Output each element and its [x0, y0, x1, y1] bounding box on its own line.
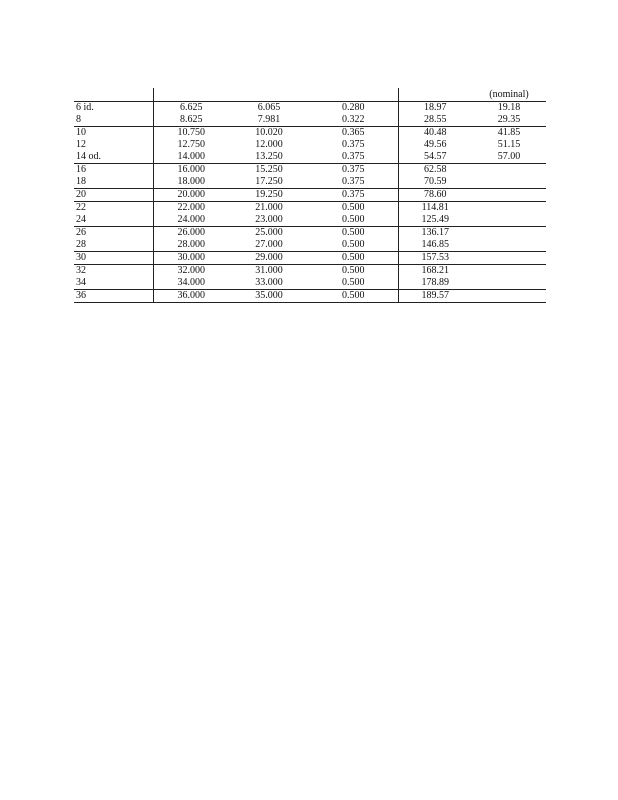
header-row: [74, 88, 546, 102]
cell-nominal-weight: [472, 265, 546, 278]
table-row: [74, 202, 546, 215]
table-row: [74, 265, 546, 278]
cell-inside-diameter: 19.250: [229, 189, 309, 202]
cell-size: 24: [76, 214, 86, 225]
cell-wall-thickness: 0.500: [309, 252, 398, 265]
cell-inside-diameter: 31.000: [229, 265, 309, 278]
cell-weight: 168.21: [398, 265, 472, 278]
cell-weight: 70.59: [398, 176, 472, 189]
cell-size: 14 od.: [76, 151, 101, 162]
cell-size: 36: [74, 290, 153, 303]
cell-wall-thickness: 0.375: [309, 164, 398, 177]
cell-inside-diameter: 13.250: [255, 151, 283, 162]
cell-wall-thickness: 0.500: [342, 277, 365, 288]
table-row: [74, 227, 546, 240]
cell-inside-diameter: 15.250: [229, 164, 309, 177]
cell-size: 26: [74, 227, 153, 240]
cell-inside-diameter: 25.000: [229, 227, 309, 240]
table-row: [74, 277, 546, 290]
cell-size: 34: [76, 277, 86, 288]
cell-nominal-weight: [472, 227, 546, 240]
table-row: [74, 290, 546, 303]
header-cell-id: [229, 88, 309, 102]
cell-weight: 28.55: [398, 114, 472, 127]
cell-outside-diameter: 30.000: [153, 252, 229, 265]
cell-size: 18: [76, 176, 86, 187]
cell-nominal-weight: 51.15: [497, 139, 521, 150]
cell-size: 22: [74, 202, 153, 215]
table-row: [74, 164, 546, 177]
cell-nominal-weight: [472, 189, 546, 202]
cell-inside-diameter: 10.020: [229, 127, 309, 140]
cell-inside-diameter: 27.000: [255, 239, 283, 250]
cell-size: 10: [74, 127, 153, 140]
cell-outside-diameter: 10.750: [153, 127, 229, 140]
cell-wall-thickness: 0.500: [309, 265, 398, 278]
cell-outside-diameter: 34.000: [153, 277, 229, 290]
cell-wall-thickness: 0.365: [309, 127, 398, 140]
cell-inside-diameter: 23.000: [255, 214, 283, 225]
cell-size: 30: [74, 252, 153, 265]
cell-wall-thickness: 0.500: [342, 214, 365, 225]
cell-inside-diameter: 6.065: [229, 102, 309, 115]
table-row: [74, 102, 546, 115]
table-row: [74, 239, 546, 252]
table-row: [74, 176, 546, 189]
cell-wall-thickness: 0.322: [342, 114, 365, 125]
cell-wall-thickness: 0.500: [309, 290, 398, 303]
cell-wall-thickness: 0.500: [342, 239, 365, 250]
table-row: [74, 151, 546, 164]
cell-outside-diameter: 26.000: [153, 227, 229, 240]
cell-nominal-weight: [472, 290, 546, 303]
cell-outside-diameter: 24.000: [153, 214, 229, 227]
cell-inside-diameter: 29.000: [229, 252, 309, 265]
cell-outside-diameter: 18.000: [153, 176, 229, 189]
cell-wall-thickness: 0.375: [342, 139, 365, 150]
cell-wall-thickness: 0.280: [309, 102, 398, 115]
header-cell-nominal: (nominal): [489, 88, 529, 100]
cell-nominal-weight: 57.00: [497, 151, 521, 162]
cell-inside-diameter: 35.000: [229, 290, 309, 303]
header-cell-od: [153, 88, 229, 102]
table-row: [74, 127, 546, 140]
table-row: [74, 252, 546, 265]
cell-nominal-weight: 41.85: [472, 127, 546, 140]
cell-weight: 40.48: [398, 127, 472, 140]
cell-weight: 78.60: [398, 189, 472, 202]
table-body: [74, 88, 546, 303]
cell-outside-diameter: 6.625: [153, 102, 229, 115]
cell-size: 16: [74, 164, 153, 177]
cell-outside-diameter: 16.000: [153, 164, 229, 177]
cell-nominal-weight: [472, 239, 546, 252]
cell-nominal-weight: 19.18: [472, 102, 546, 115]
cell-outside-diameter: 12.750: [153, 139, 229, 151]
cell-outside-diameter: 14.000: [153, 151, 229, 164]
cell-wall-thickness: 0.375: [342, 176, 365, 187]
cell-wall-thickness: 0.375: [342, 151, 365, 162]
cell-weight: 54.57: [398, 151, 472, 164]
cell-weight: 62.58: [398, 164, 472, 177]
cell-weight: 114.81: [398, 202, 472, 215]
table-row: [74, 114, 546, 127]
cell-outside-diameter: 28.000: [153, 239, 229, 252]
cell-nominal-weight: [472, 214, 546, 227]
cell-nominal-weight: [472, 252, 546, 265]
header-cell-wall: [309, 88, 398, 102]
table-row: [74, 139, 546, 151]
header-cell-weight: [398, 88, 472, 102]
cell-outside-diameter: 36.000: [153, 290, 229, 303]
cell-inside-diameter: 17.250: [255, 176, 283, 187]
cell-weight: 178.89: [398, 277, 472, 290]
cell-outside-diameter: 20.000: [153, 189, 229, 202]
table-row: [74, 189, 546, 202]
header-cell-size: [74, 88, 153, 102]
cell-inside-diameter: 33.000: [255, 277, 283, 288]
cell-weight: 157.53: [398, 252, 472, 265]
cell-inside-diameter: 7.981: [257, 114, 281, 125]
cell-weight: 136.17: [398, 227, 472, 240]
cell-nominal-weight: [472, 277, 546, 290]
cell-size: 8: [76, 114, 81, 125]
table-row: [74, 214, 546, 227]
cell-nominal-weight: [472, 202, 546, 215]
cell-nominal-weight: [472, 164, 546, 177]
cell-weight: 49.56: [398, 139, 472, 151]
cell-inside-diameter: 21.000: [229, 202, 309, 215]
cell-weight: 18.97: [398, 102, 472, 115]
cell-size: 32: [74, 265, 153, 278]
cell-outside-diameter: 22.000: [153, 202, 229, 215]
cell-nominal-weight: 29.35: [497, 114, 521, 125]
cell-weight: 146.85: [398, 239, 472, 252]
cell-nominal-weight: [472, 176, 546, 189]
cell-inside-diameter: 12.000: [255, 139, 283, 150]
pipe-dimensions-table: [74, 88, 546, 303]
cell-wall-thickness: 0.500: [309, 202, 398, 215]
cell-weight: 189.57: [398, 290, 472, 303]
cell-outside-diameter: 8.625: [153, 114, 229, 127]
cell-size: 28: [76, 239, 86, 250]
cell-weight: 125.49: [398, 214, 472, 227]
cell-size: 6 id.: [74, 102, 153, 115]
cell-size: 20: [74, 189, 153, 202]
cell-size: 12: [76, 139, 86, 150]
cell-wall-thickness: 0.500: [309, 227, 398, 240]
cell-outside-diameter: 32.000: [153, 265, 229, 278]
cell-wall-thickness: 0.375: [309, 189, 398, 202]
